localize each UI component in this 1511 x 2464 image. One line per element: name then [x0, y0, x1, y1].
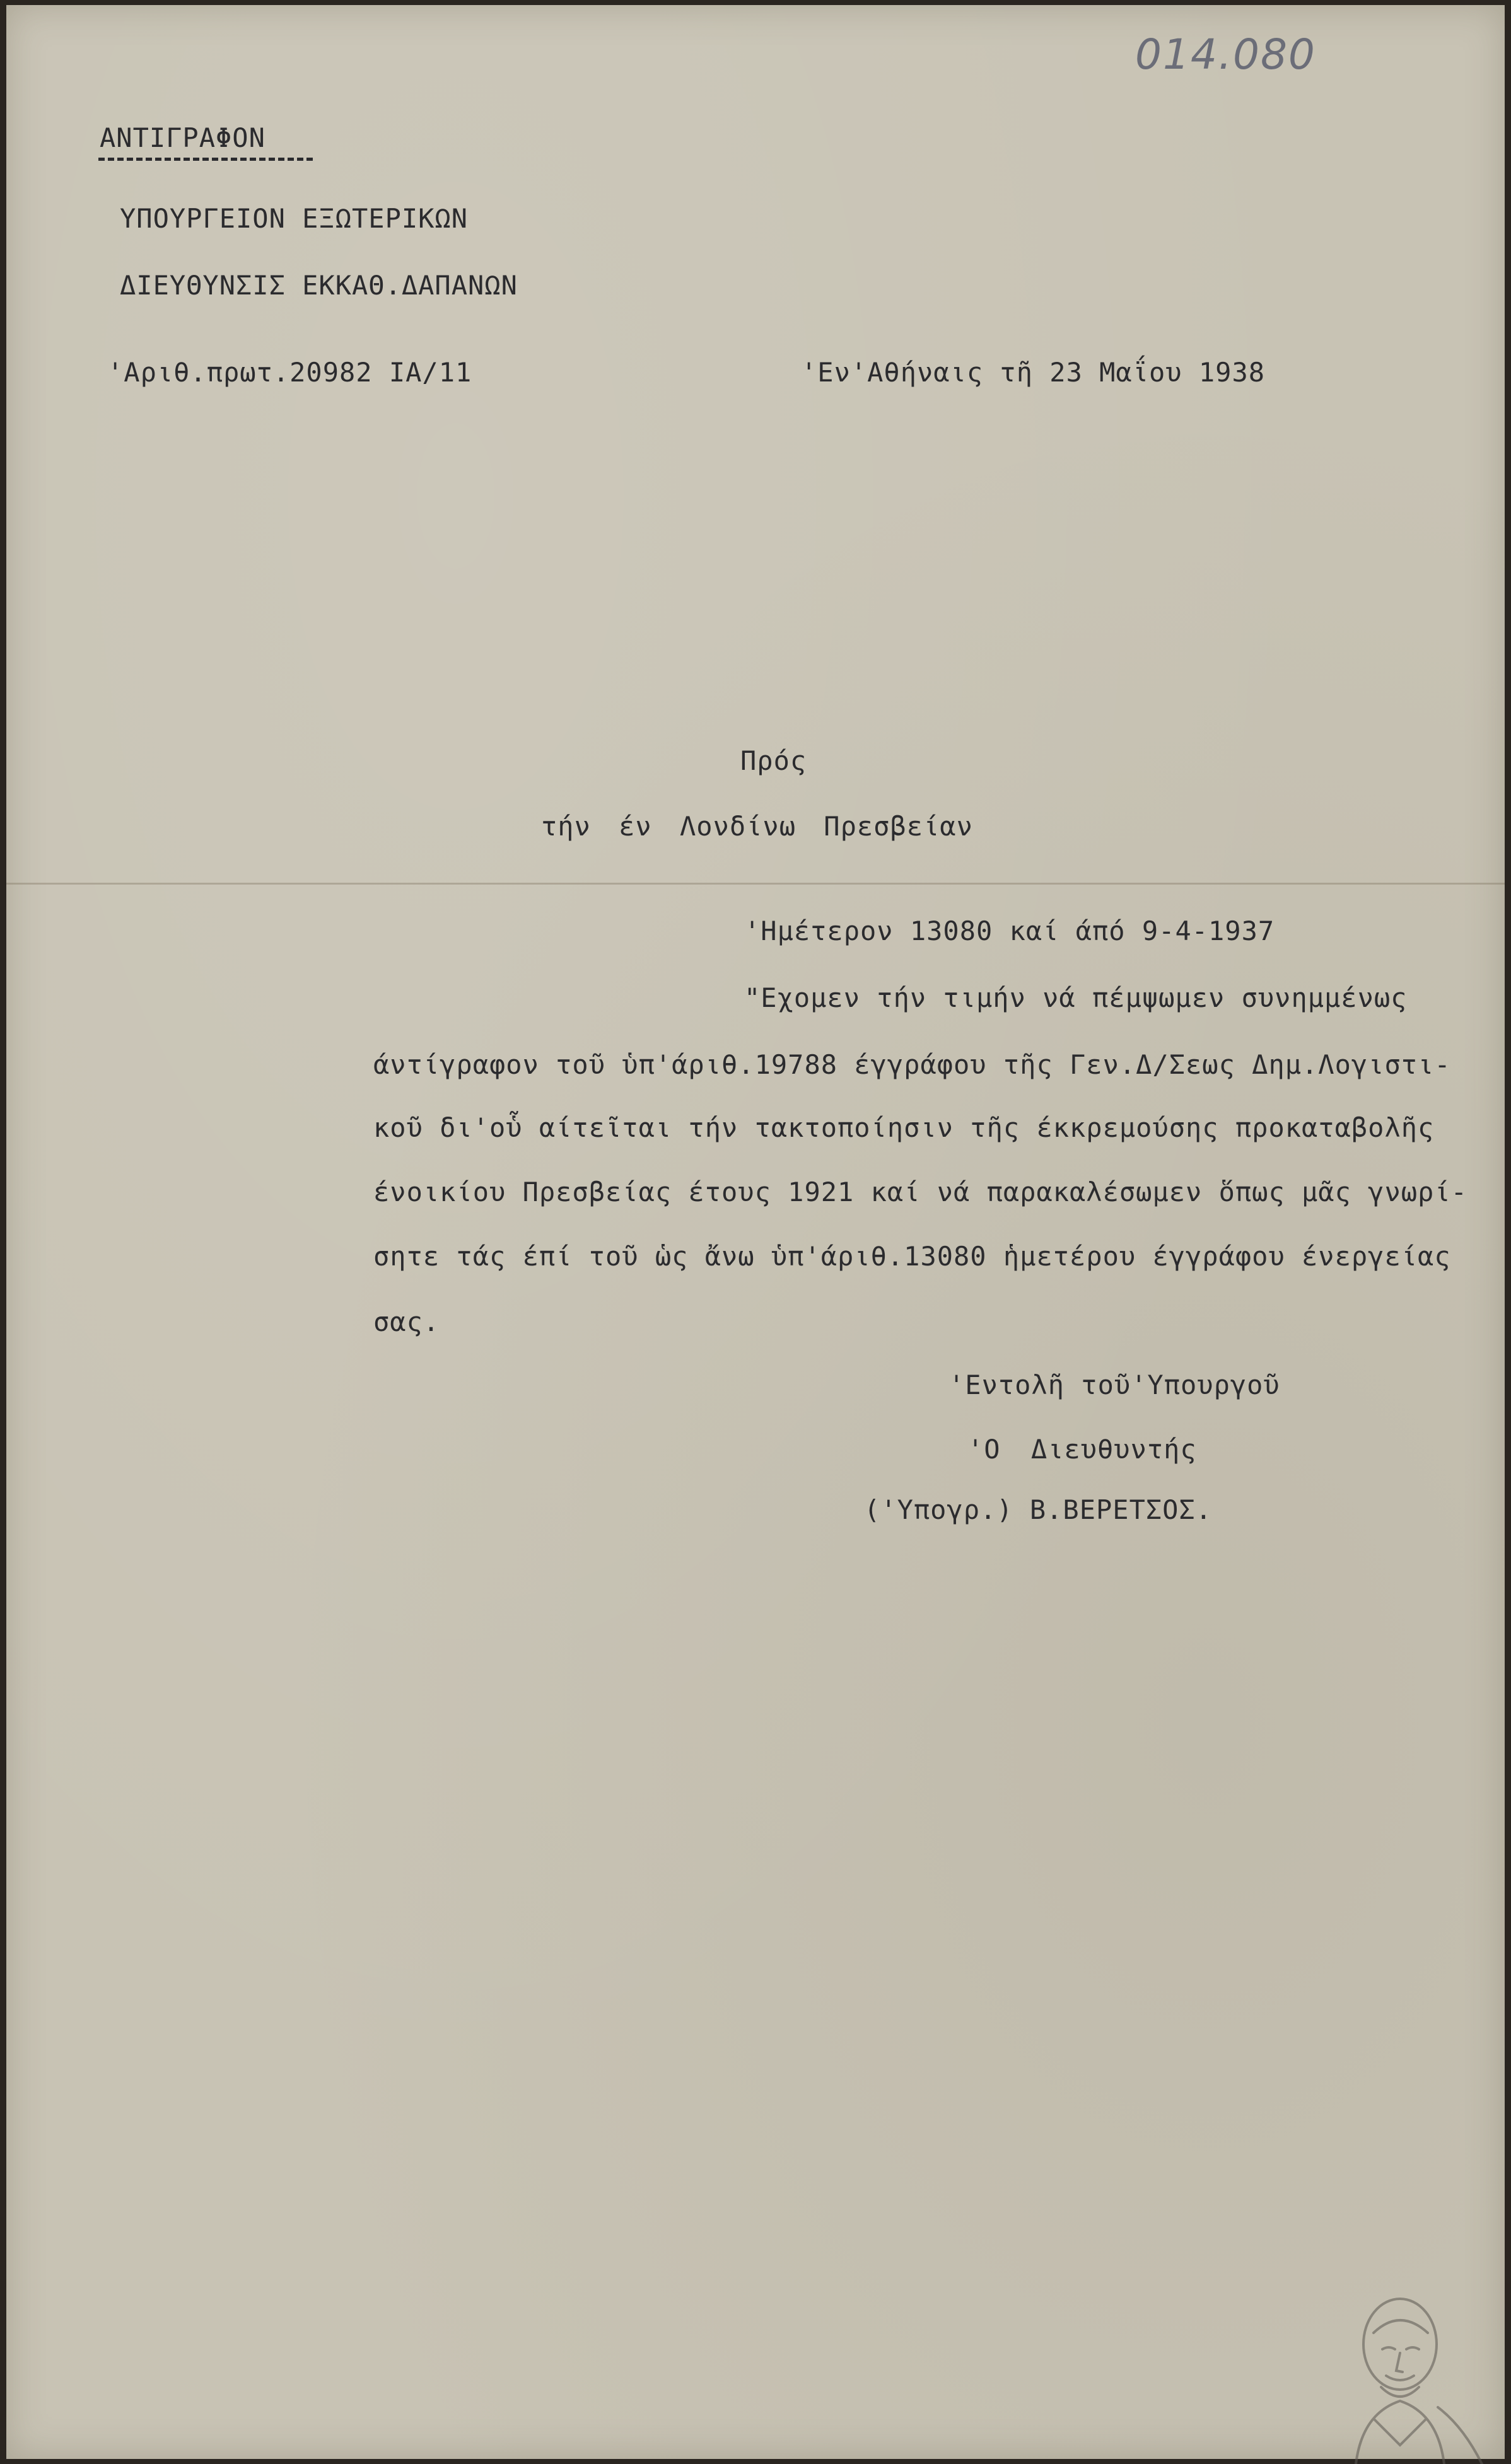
- document-date: 'Εν'Αθήναις τῆ 23 Μαΐου 1938: [801, 357, 1266, 388]
- signature-order: 'Εντολῆ τοῦ'Υπουργοῦ: [948, 1369, 1280, 1400]
- reference-line: 'Ημέτερον 13080 καί άπό 9-4-1937: [744, 915, 1275, 946]
- document-page: [6, 5, 1505, 2459]
- body-line-2: άντίγραφον τοῦ ὑπ'άριθ.19788 έγγράφου τῆς Γεν.Δ/Σεως Δημ.Λογιστι-: [373, 1049, 1451, 1080]
- document-title: ΑΝΤΙΓΡΑΦΟΝ: [100, 122, 265, 153]
- paper-fold-line: [6, 883, 1505, 885]
- title-underline: [98, 158, 313, 161]
- recipient-prefix: Πρός: [740, 745, 807, 776]
- portrait-watermark-icon: [1312, 2275, 1501, 2464]
- protocol-number: 'Αριθ.πρωτ.20982 ΙΑ/11: [107, 357, 472, 388]
- signature-name: ('Υπογρ.) Β.ΒΕΡΕΤΣΟΣ.: [864, 1494, 1213, 1525]
- ministry-name: ΥΠΟΥΡΓΕΙΟΝ ΕΞΩΤΕΡΙΚΩΝ: [120, 203, 469, 234]
- archive-number: 014.080: [1135, 30, 1316, 79]
- recipient-addressee: τήν έν Λονδίνω Πρεσβείαν: [541, 811, 973, 842]
- signature-role: 'Ο Διευθυντής: [967, 1434, 1197, 1465]
- body-line-6: σας.: [373, 1306, 440, 1337]
- body-line-4: ένοικίου Πρεσβείας έτους 1921 καί νά παρακαλέσωμεν ὅπως μᾶς γνωρί-: [373, 1177, 1467, 1207]
- body-line-1: "Εχομεν τήν τιμήν νά πέμψωμεν συνημμένως: [744, 982, 1408, 1013]
- directorate-name: ΔΙΕΥΘΥΝΣΙΣ ΕΚΚΑΘ.ΔΑΠΑΝΩΝ: [120, 270, 518, 301]
- body-line-3: κοῦ δι'οὗ αίτεῖται τήν τακτοποίησιν τῆς έκκρεμούσης προκαταβολῆς: [373, 1112, 1435, 1143]
- body-line-5: σητε τάς έπί τοῦ ὡς ἄνω ὑπ'άριθ.13080 ἡμετέρου έγγράφου ένεργείας: [373, 1241, 1451, 1272]
